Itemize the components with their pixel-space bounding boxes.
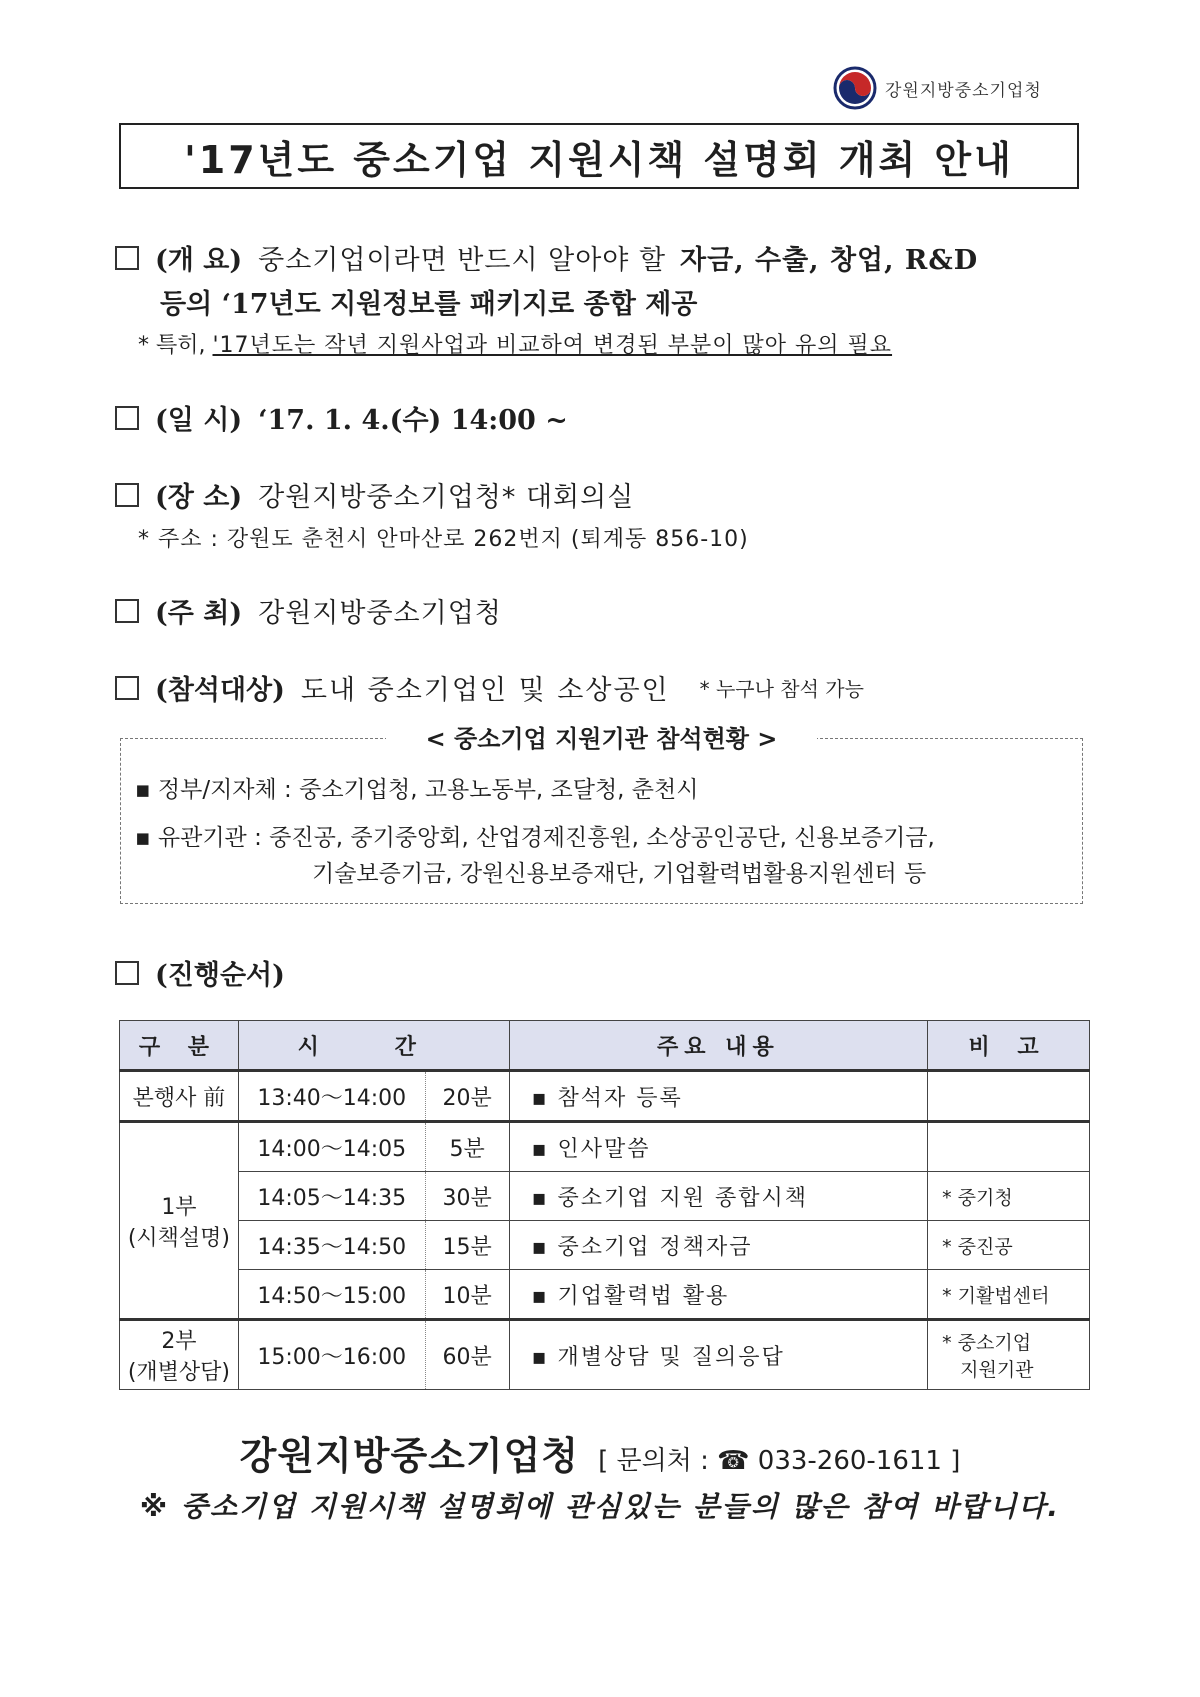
- table-row: [120, 1071, 1090, 1122]
- overview-note-prefix: * 특히,: [138, 333, 206, 358]
- host-label: (주 최): [155, 598, 243, 629]
- content-cell: ▪ 참석자 등록: [509, 1071, 928, 1122]
- overview-text: 중소기업이라면 반드시 알아야 할: [258, 245, 667, 276]
- content-cell: ▪ 개별상담 및 질의응답: [509, 1320, 928, 1390]
- overview-label: (개 요): [155, 245, 243, 276]
- overview-continued: 등의 ‘17년도 지원정보를 패키지로 종합 제공: [160, 289, 698, 320]
- time-cell: 15:00～16:00: [238, 1320, 425, 1390]
- group-title: 1부: [161, 1194, 197, 1220]
- note-cell: * 중기청: [928, 1172, 1090, 1221]
- attendance-related-agencies: ▪ 유관기관 : 중진공, 중기중앙회, 산업경제진흥원, 소상공인공단, 신용보증기금,: [135, 825, 935, 851]
- overview-item: [115, 238, 978, 277]
- header-division: 구 분: [120, 1021, 239, 1071]
- note-line: * 중소기업: [942, 1332, 1032, 1354]
- target-note: * 누구나 참석 가능: [699, 677, 864, 701]
- logo-org-name: 강원지방중소기업청: [885, 80, 1042, 101]
- table-row: [120, 1172, 1090, 1221]
- group-cell: [120, 1122, 239, 1320]
- note-cell: * 중진공: [928, 1221, 1090, 1270]
- host-item: [115, 591, 502, 630]
- duration-cell: 10분: [425, 1270, 509, 1320]
- schedule-label: (진행순서): [155, 960, 285, 991]
- schedule-item: [115, 953, 301, 992]
- footer-organization: [0, 1425, 1200, 1480]
- checkbox-square-icon: [115, 676, 139, 700]
- table-header-row: [120, 1021, 1090, 1071]
- footer-contact: [ 문의처 : ☎ 033-260-1611 ]: [598, 1446, 961, 1476]
- overview-bold-text: 자금, 수출, 창업, R&D: [680, 245, 979, 276]
- group-subtitle: (개별상담): [127, 1360, 231, 1385]
- note-cell: [928, 1071, 1090, 1122]
- datetime-item: [115, 398, 568, 437]
- content-cell: ▪ 중소기업 지원 종합시책: [509, 1172, 928, 1221]
- datetime-label: (일 시): [155, 405, 243, 436]
- footer-message: ※ 중소기업 지원시책 설명회에 관심있는 분들의 많은 참여 바랍니다.: [139, 1490, 1061, 1523]
- note-line: 지원기관: [960, 1359, 1034, 1381]
- schedule-table: [119, 1020, 1090, 1390]
- header-note: 비 고: [928, 1021, 1090, 1071]
- group-cell: 본행사 前: [120, 1071, 239, 1122]
- venue-item: [115, 475, 634, 514]
- table-row: [120, 1270, 1090, 1320]
- duration-cell: 15분: [425, 1221, 509, 1270]
- duration-cell: 20분: [425, 1071, 509, 1122]
- header-time: 시 간: [238, 1021, 509, 1071]
- venue-value: 강원지방중소기업청* 대회의실: [258, 482, 635, 513]
- checkbox-square-icon: [115, 599, 139, 623]
- org-logo: [833, 66, 1042, 110]
- duration-cell: 30분: [425, 1172, 509, 1221]
- footer-org-name: 강원지방중소기업청: [239, 1434, 579, 1478]
- attendance-related-agencies-cont: 기술보증기금, 강원신용보증재단, 기업활력법활용지원센터 등: [312, 861, 927, 887]
- taegeuk-emblem-icon: [833, 66, 877, 110]
- checkbox-square-icon: [115, 246, 139, 270]
- target-value: 도내 중소기업인 및 소상공인: [300, 675, 670, 706]
- group-title: 2부: [161, 1329, 197, 1354]
- header-content: 주요 내용: [509, 1021, 928, 1071]
- note-cell: [928, 1122, 1090, 1172]
- note-cell: * 기활법센터: [928, 1270, 1090, 1320]
- datetime-value: ‘17. 1. 4.(수) 14:00 ~: [258, 405, 568, 436]
- time-cell: 14:35～14:50: [238, 1221, 425, 1270]
- overview-note: [138, 328, 892, 359]
- duration-cell: 60분: [425, 1320, 509, 1390]
- attendance-box: [120, 725, 1083, 904]
- time-cell: 13:40～14:00: [238, 1071, 425, 1122]
- overview-note-underlined: '17년도는 작년 지원사업과 비교하여 변경된 부분이 많아 유의 필요: [212, 333, 893, 358]
- group-cell: [120, 1320, 239, 1390]
- duration-cell: 5분: [425, 1122, 509, 1172]
- group-subtitle: (시책설명): [127, 1225, 231, 1251]
- target-item: [115, 668, 864, 707]
- content-cell: ▪ 인사말씀: [509, 1122, 928, 1172]
- document-title: '17년도 중소기업 지원시책 설명회 개최 안내: [119, 123, 1079, 189]
- table-row: [120, 1320, 1090, 1390]
- table-row: [120, 1221, 1090, 1270]
- time-cell: 14:50～15:00: [238, 1270, 425, 1320]
- host-value: 강원지방중소기업청: [258, 598, 502, 629]
- note-cell: [928, 1320, 1090, 1390]
- content-cell: ▪ 기업활력법 활용: [509, 1270, 928, 1320]
- venue-address: * 주소 : 강원도 춘천시 안마산로 262번지 (퇴계동 856-10): [138, 527, 749, 552]
- table-row: [120, 1122, 1090, 1172]
- checkbox-square-icon: [115, 483, 139, 507]
- target-label: (참석대상): [155, 675, 285, 706]
- checkbox-square-icon: [115, 961, 139, 985]
- attendance-title: < 중소기업 지원기관 참석현황 >: [386, 725, 818, 753]
- content-cell: ▪ 중소기업 정책자금: [509, 1221, 928, 1270]
- attendance-government: ▪ 정부/지자체 : 중소기업청, 고용노동부, 조달청, 춘천시: [135, 777, 699, 803]
- checkbox-square-icon: [115, 406, 139, 430]
- time-cell: 14:00～14:05: [238, 1122, 425, 1172]
- venue-label: (장 소): [155, 482, 243, 513]
- time-cell: 14:05～14:35: [238, 1172, 425, 1221]
- attendance-title-wrap: [121, 719, 1082, 754]
